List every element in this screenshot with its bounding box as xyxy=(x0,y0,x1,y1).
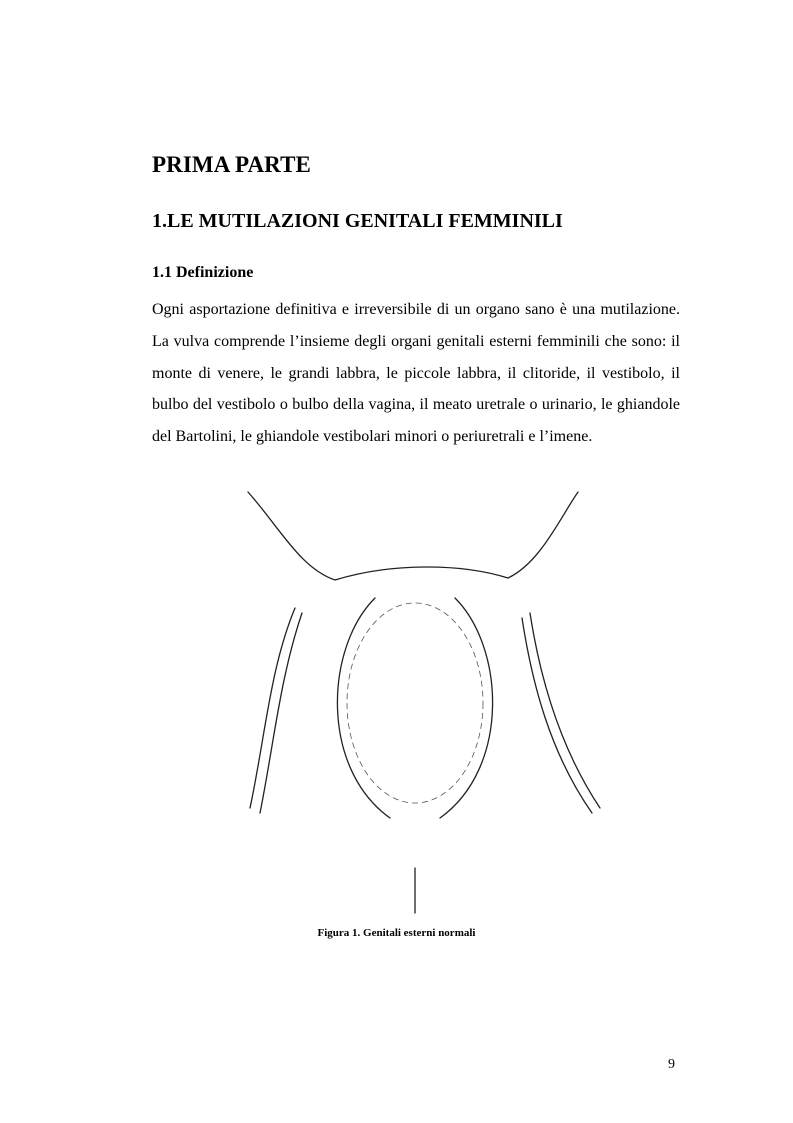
chapter-title: 1.LE MUTILAZIONI GENITALI FEMMINILI xyxy=(152,210,563,232)
definition-paragraph: Ogni asportazione definitiva e irreversibile di un organo sano è una mutilazione. La vulva comprende l’insieme degli organi genitali esterni femminili che sono: il monte di venere, le grandi labbra, le piccole labbra, il clitoride, il vestibolo, il bulbo del vestibolo o bulbo della vagina, il meato uretrale o urinario, le ghiandole del Bartolini, le ghiandole vestibolari minori o periuretrali e l’imene. xyxy=(152,301,680,446)
part-title: PRIMA PARTE xyxy=(152,152,311,177)
figure-outline-stroke xyxy=(248,492,578,580)
figure-outline-stroke xyxy=(260,613,302,813)
line-drawing-placeholder xyxy=(240,488,610,918)
section-title: 1.1 Definizione xyxy=(152,264,254,281)
figure-outline-stroke xyxy=(337,598,390,818)
figure-outline-stroke xyxy=(250,608,295,808)
figure-outline-stroke xyxy=(347,603,483,803)
figure-illustration xyxy=(240,488,610,918)
figure-caption: Figura 1. Genitali esterni normali xyxy=(317,927,476,939)
page-number: 9 xyxy=(668,1057,675,1072)
figure-outline-stroke xyxy=(440,598,493,818)
figure-outline-stroke xyxy=(530,613,600,808)
figure-outline-stroke xyxy=(522,618,592,813)
